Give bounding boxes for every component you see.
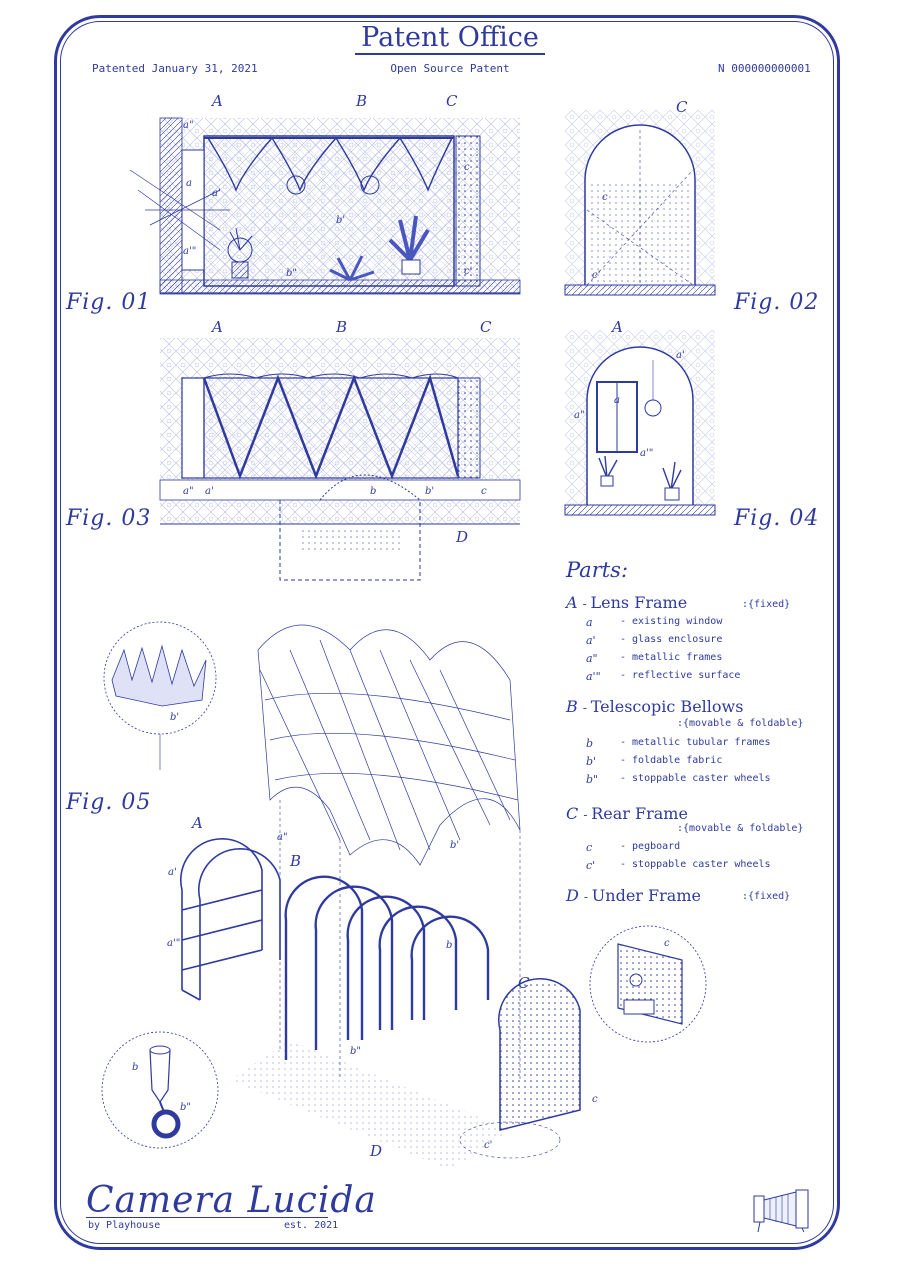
fig05-label: Fig. 05 <box>66 790 152 815</box>
callout-c-fig01: c <box>464 162 470 173</box>
fig03-drawing <box>120 330 540 610</box>
part-name: Telescopic Bellows <box>590 697 744 716</box>
bellows-camera-icon <box>752 1186 812 1232</box>
callout-c-fig03: c <box>481 486 487 497</box>
part-group-C: C - Rear Frame <box>566 804 688 823</box>
callout-a1-fig04: a' <box>676 350 685 361</box>
fig04-drawing <box>565 330 715 520</box>
part-tag: :{fixed} <box>742 891 791 902</box>
patent-subtitle: Open Source Patent <box>390 62 510 75</box>
callout-a2-fig01: a" <box>183 120 194 131</box>
part-name: Under Frame <box>591 886 701 905</box>
callout-c1-fig02: c' <box>592 270 601 281</box>
part-tag: :{movable & foldable} <box>677 823 804 834</box>
callout-b1-fig01: b' <box>336 215 346 226</box>
part-letter: D <box>566 886 579 905</box>
patent-number: N 000000000001 <box>718 62 811 75</box>
callout-c-fig02: c <box>602 192 608 203</box>
callout-D-fig03: D <box>456 528 469 546</box>
fig03-label: Fig. 03 <box>66 506 152 531</box>
part-group-B: B - Telescopic Bellows <box>566 697 744 716</box>
fig04-label: Fig. 04 <box>734 506 820 531</box>
detail-fabric <box>102 620 218 736</box>
callout-C-fig05: C <box>518 974 530 992</box>
callout-C-fig02: C <box>676 98 688 116</box>
part-tag: :{movable & foldable} <box>677 718 804 729</box>
callout-A-fig05: A <box>192 814 203 832</box>
callout-B-fig03: B <box>336 318 348 336</box>
detail-pegboard <box>588 924 708 1044</box>
part-tag: :{fixed} <box>742 599 791 610</box>
parts-heading: Parts: <box>566 558 629 582</box>
callout-A-fig04: A <box>612 318 623 336</box>
detail-caster <box>100 1030 220 1150</box>
callout-c-fig05: c <box>592 1094 598 1105</box>
callout-a2-fig04: a" <box>574 410 585 421</box>
callout-D-fig05: D <box>370 1142 383 1160</box>
callout-a3-fig01: a'" <box>183 246 197 257</box>
part-name: Rear Frame <box>591 804 688 823</box>
part-group-D: D - Under Frame <box>566 886 701 905</box>
callout-c1-fig05: c' <box>484 1140 493 1151</box>
part-letter: A <box>566 593 578 612</box>
callout-a2-fig05: a" <box>277 832 288 843</box>
part-letter: C <box>566 804 579 823</box>
callout-C-fig03: C <box>480 318 492 336</box>
page-title: Patent Office <box>0 22 900 53</box>
callout-a2-fig03: a" <box>183 486 194 497</box>
callout-b-fig03: b <box>370 486 377 497</box>
callout-A-fig01: A <box>212 92 223 110</box>
callout-c1-fig01: c' <box>464 266 473 277</box>
callout-b-fig05: b <box>446 940 453 951</box>
brand-est: est. 2021 <box>284 1220 339 1231</box>
brand-rule <box>86 1217 328 1218</box>
callout-a3-fig05: a'" <box>167 938 181 949</box>
callout-b2-detail: b" <box>180 1102 192 1113</box>
brand-by: by Playhouse <box>88 1220 161 1231</box>
brand-title: Camera Lucida <box>86 1180 377 1221</box>
callout-a-fig04: a <box>614 395 620 406</box>
callout-C-fig01: C <box>446 92 458 110</box>
callout-B-fig05: B <box>290 852 302 870</box>
callout-A-fig03: A <box>212 318 223 336</box>
callout-B-fig01: B <box>356 92 368 110</box>
callout-a1-fig01: a' <box>212 188 221 199</box>
callout-b1-detail: b' <box>170 712 180 723</box>
fig01-drawing <box>120 110 540 310</box>
callout-b2-fig01: b" <box>286 268 298 279</box>
callout-a3-fig04: a'" <box>640 448 654 459</box>
callout-b-detail: b <box>132 1062 139 1073</box>
fig01-label: Fig. 01 <box>66 290 152 315</box>
callout-b2-fig05: b" <box>350 1046 362 1057</box>
callout-b1-fig05: b' <box>450 840 460 851</box>
callout-a1-fig05: a' <box>168 867 177 878</box>
callout-a-fig01: a <box>186 178 192 189</box>
callout-c-detail: c <box>664 938 670 949</box>
fig02-label: Fig. 02 <box>734 290 820 315</box>
callout-a1-fig03: a' <box>205 486 214 497</box>
part-group-A: A - Lens Frame <box>566 593 688 612</box>
patent-date: Patented January 31, 2021 <box>92 62 258 75</box>
fig02-drawing <box>565 110 715 320</box>
part-name: Lens Frame <box>590 593 688 612</box>
callout-b1-fig03: b' <box>425 486 435 497</box>
part-letter: B <box>566 697 578 716</box>
